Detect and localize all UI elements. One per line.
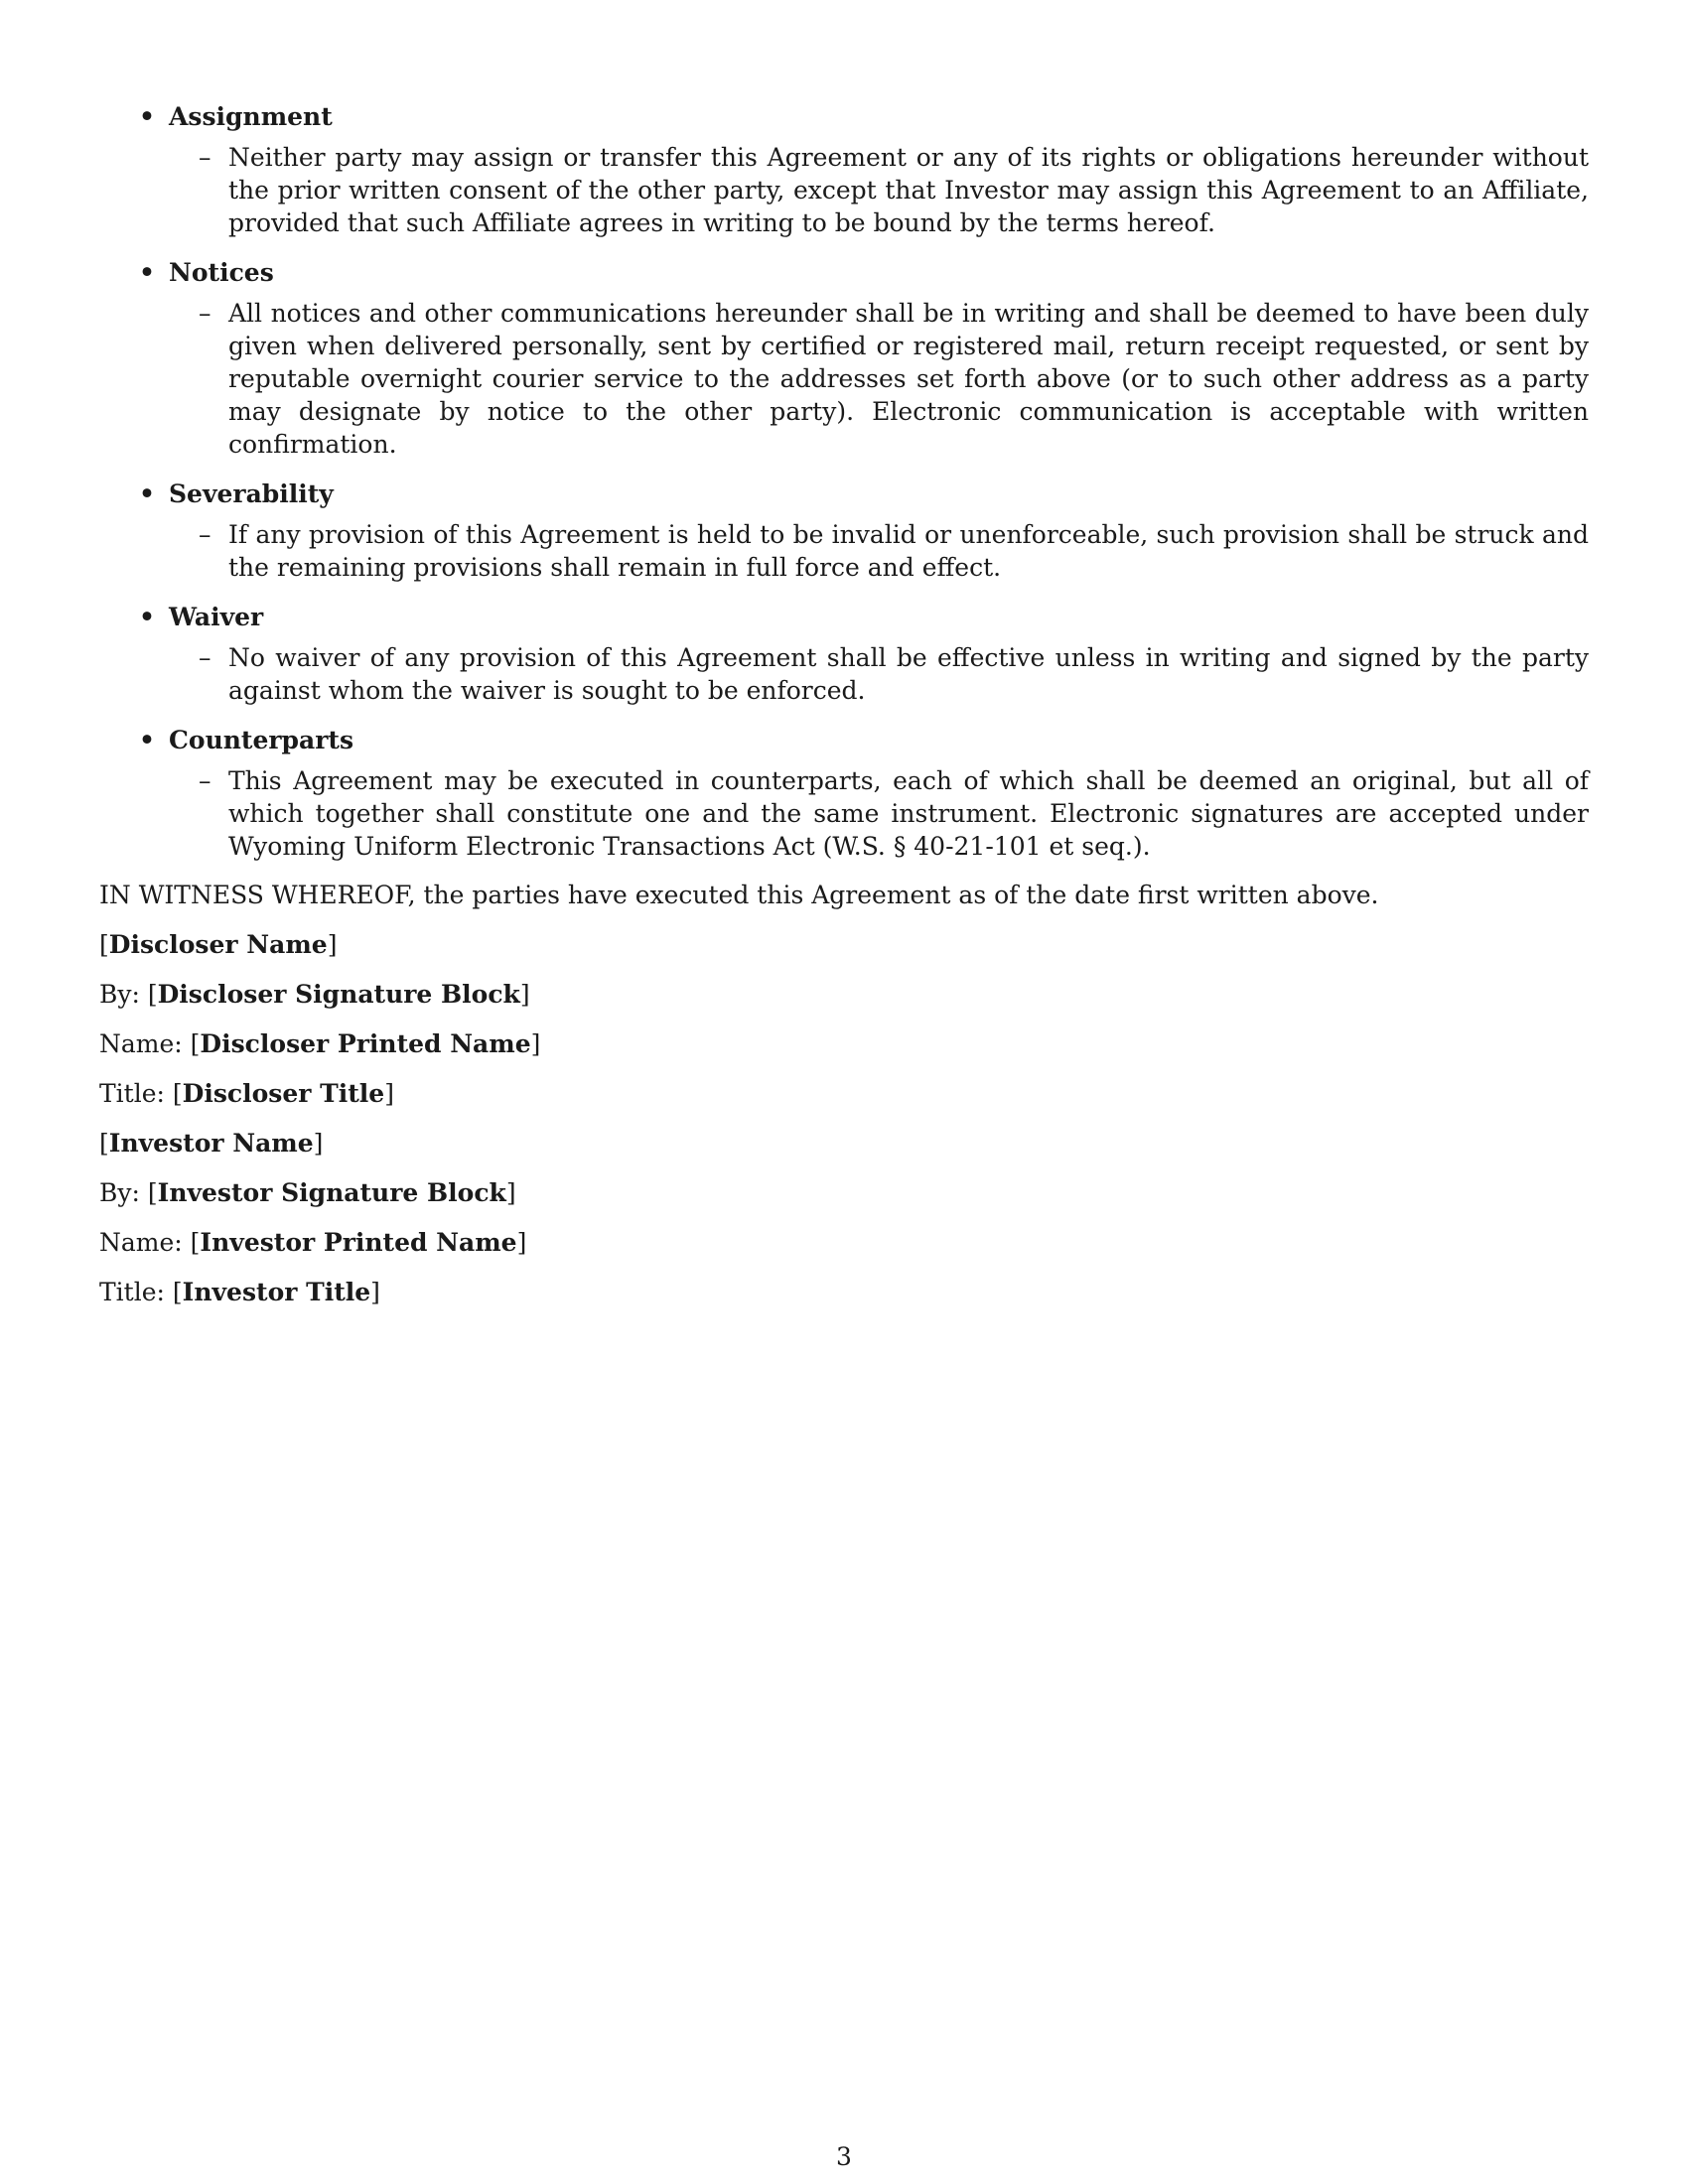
investor-title: Investor Title xyxy=(182,1278,371,1306)
dash-marker: – xyxy=(199,766,211,795)
section-assignment xyxy=(99,97,1589,239)
bullet-marker: • xyxy=(139,479,155,508)
investor-signature-line: By: [Investor Signature Block] xyxy=(99,1178,516,1207)
investor-title-line: Title: [Investor Title] xyxy=(99,1278,380,1306)
by-label: By: xyxy=(99,980,140,1009)
section-counterparts xyxy=(99,721,1589,863)
section-clause: This Agreement may be executed in counterparts, each of which shall be deemed an original, but all of which together shall constitute one and the same instrument. Electronic signatures are accepted under Wyoming Uniform Electronic Transactions Act (W.S. § 40-21-101 et seq.). xyxy=(228,766,1589,861)
section-clause: All notices and other communications hereunder shall be in writing and shall be deemed to have been duly given when delivered personally, sent by certified or registered mail, return receipt requested, or sent by reputable overnight courier service to the addresses set forth above (or to such other address as a party may designate by notice to the other party). Electronic communication is acceptable with written confirmation. xyxy=(228,299,1589,459)
investor-signature: Investor Signature Block xyxy=(157,1178,506,1207)
discloser-printed-name-line: Name: [Discloser Printed Name] xyxy=(99,1029,541,1058)
witness-statement: IN WITNESS WHEREOF, the parties have executed this Agreement as of the date first written above. xyxy=(99,881,1379,909)
bullet-marker: • xyxy=(139,603,155,631)
section-heading: Counterparts xyxy=(169,726,354,754)
dash-marker: – xyxy=(199,143,211,172)
section-heading: Severability xyxy=(169,479,334,508)
title-label: Title: xyxy=(99,1278,165,1306)
bullet-marker: • xyxy=(139,258,155,287)
section-clause: If any provision of this Agreement is held to be invalid or unenforceable, such provision shall be struck and the remaining provisions shall remain in full force and effect. xyxy=(228,520,1589,582)
page-number: 3 xyxy=(836,2142,852,2171)
section-severability xyxy=(99,475,1589,584)
section-notices xyxy=(99,253,1589,461)
bullet-marker: • xyxy=(139,726,155,754)
section-heading: Assignment xyxy=(169,102,333,131)
bullet-marker: • xyxy=(139,102,155,131)
discloser-title-line: Title: [Discloser Title] xyxy=(99,1079,394,1108)
investor-printed-name-line: Name: [Investor Printed Name] xyxy=(99,1228,527,1257)
investor-name: Investor Name xyxy=(108,1129,314,1158)
discloser-signature: Discloser Signature Block xyxy=(157,980,520,1009)
section-waiver xyxy=(99,598,1589,707)
dash-marker: – xyxy=(199,299,211,328)
name-label: Name: xyxy=(99,1029,183,1058)
investor-printed-name: Investor Printed Name xyxy=(200,1228,517,1257)
dash-marker: – xyxy=(199,520,211,549)
section-clause: No waiver of any provision of this Agreement shall be effective unless in writing and signed by the party against whom the waiver is sought to be enforced. xyxy=(228,643,1589,705)
discloser-printed-name: Discloser Printed Name xyxy=(200,1029,531,1058)
discloser-name: Discloser Name xyxy=(108,930,328,959)
investor-name-line: [Investor Name] xyxy=(99,1129,324,1158)
document-body xyxy=(99,97,1589,1308)
discloser-title: Discloser Title xyxy=(182,1079,385,1108)
section-heading: Notices xyxy=(169,258,274,287)
section-clause: Neither party may assign or transfer this Agreement or any of its rights or obligations hereunder without the prior written consent of the other party, except that Investor may assign this Agreement to an Affiliate, provided that such Affiliate agrees in writing to be bound by the terms hereof. xyxy=(228,143,1589,237)
dash-marker: – xyxy=(199,643,211,672)
name-label: Name: xyxy=(99,1228,183,1257)
section-heading: Waiver xyxy=(169,603,264,631)
discloser-signature-line: By: [Discloser Signature Block] xyxy=(99,980,530,1009)
title-label: Title: xyxy=(99,1079,165,1108)
by-label: By: xyxy=(99,1178,140,1207)
discloser-name-line: [Discloser Name] xyxy=(99,930,338,959)
